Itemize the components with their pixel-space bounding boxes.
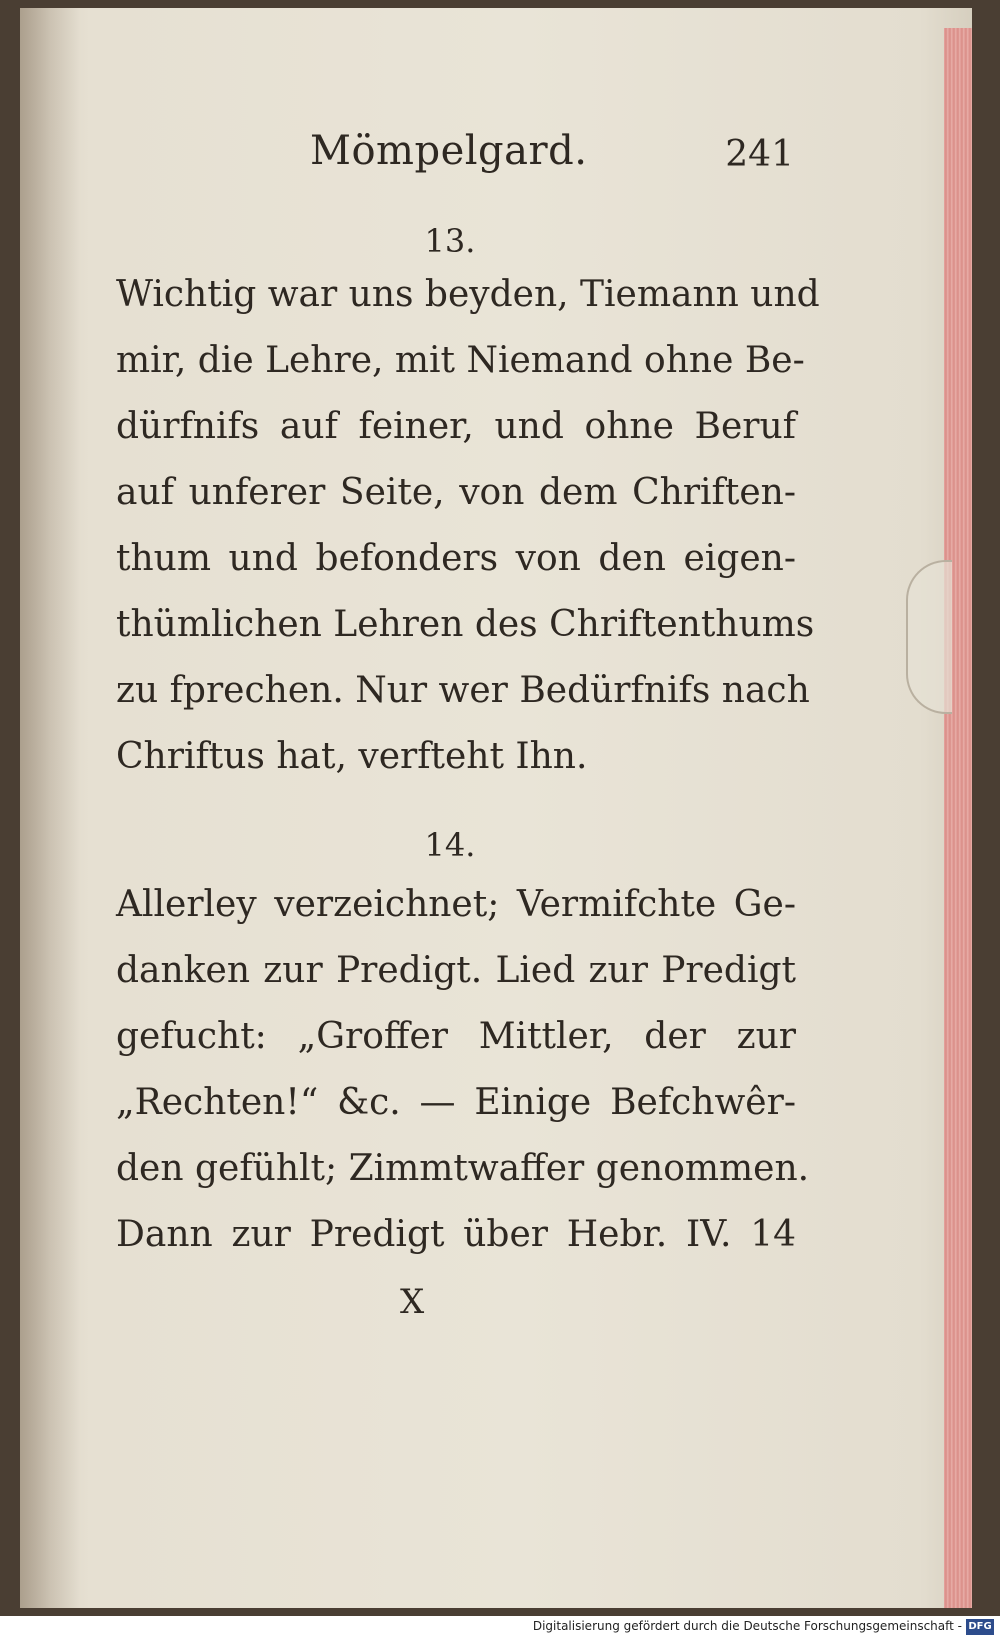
text-line: danken zur Predigt. Lied zur Predigt: [116, 950, 796, 991]
funding-credit: Digitalisierung gefördert durch die Deutsche Forschungsgemeinschaft -: [532, 1619, 962, 1633]
text-line: mir, die Lehre, mit Niemand ohne Be-: [116, 340, 805, 381]
page-header: [110, 128, 800, 188]
dfg-logo: DFG: [966, 1619, 994, 1635]
text-line: „Rechten!“ &c. — Einige Befchwêr-: [116, 1082, 796, 1123]
page-number: 241: [725, 134, 794, 175]
page-clip-mark: [906, 560, 952, 714]
text-line: Allerley verzeichnet; Vermifchte Ge-: [116, 884, 796, 925]
text-line: gefucht: „Groffer Mittler, der zur: [116, 1016, 796, 1057]
page-edge: [944, 28, 972, 1608]
text-line: dürfnifs auf feiner, und ohne Beruf: [116, 406, 796, 447]
text-line: zu fprechen. Nur wer Bedürfnifs nach: [116, 670, 810, 711]
footer-bar: [0, 1616, 1000, 1639]
text-line: thümlichen Lehren des Chriftenthums: [116, 604, 815, 645]
running-title: Mömpelgard.: [310, 128, 588, 174]
section-number-14: 14.: [424, 826, 476, 864]
text-line: Dann zur Predigt über Hebr. IV. 14: [116, 1214, 796, 1255]
text-line: thum und befonders von den eigen-: [116, 538, 796, 579]
catchword: X: [400, 1282, 425, 1322]
section-13-text: [116, 262, 820, 790]
section-14-text: [116, 872, 810, 1268]
text-line: den gefühlt; Zimmtwaffer genommen.: [116, 1148, 810, 1189]
text-line: Wichtig war uns beyden, Tiemann und: [116, 274, 820, 315]
text-line: Chriftus hat, verfteht Ihn.: [116, 736, 588, 777]
text-line: auf unferer Seite, von dem Chriften-: [116, 472, 796, 513]
section-number-13: 13.: [424, 222, 476, 260]
